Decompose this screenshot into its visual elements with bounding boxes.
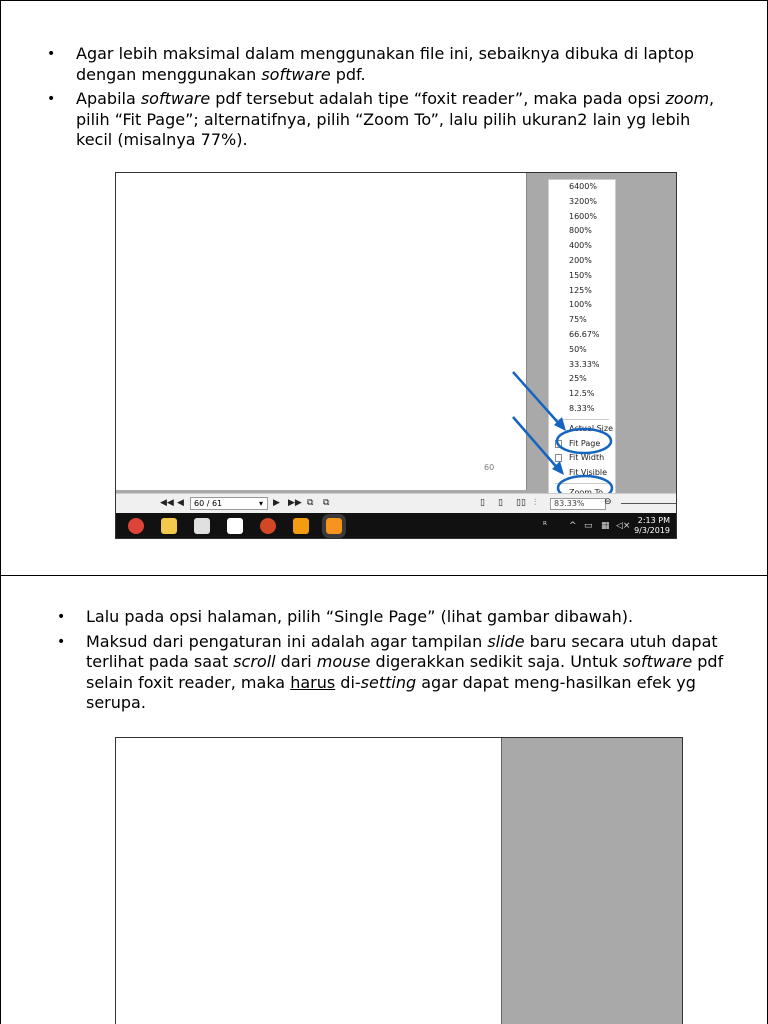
bullet-text: pdf selain foxit reader, maka bbox=[86, 652, 724, 692]
zoom-option[interactable]: 400% bbox=[569, 241, 592, 251]
page-number-field[interactable] bbox=[190, 497, 268, 510]
bullet-text: Lalu pada opsi halaman, pilih “Single Page” (lihat gambar dibawah). bbox=[86, 607, 634, 626]
clock-date: 9/3/2019 bbox=[634, 526, 670, 535]
clock-time: 2:13 PM bbox=[637, 516, 670, 525]
zoom-option[interactable]: 6400% bbox=[569, 182, 597, 191]
page-field-value: 60 / 61 bbox=[194, 499, 223, 508]
battery-icon[interactable]: ▭ bbox=[584, 521, 593, 531]
copy-page-icon[interactable]: ⧉ bbox=[307, 498, 314, 508]
bullet-text: Maksud dari pengaturan ini adalah agar tampilan bbox=[86, 631, 488, 651]
zoom-option[interactable]: 66.67% bbox=[569, 329, 600, 339]
page-number: 60 bbox=[484, 463, 495, 472]
bullet-text: di- bbox=[335, 672, 361, 692]
presentation-app-icon[interactable] bbox=[293, 518, 309, 534]
chrome-icon[interactable] bbox=[128, 518, 144, 534]
arrow-zoom-to bbox=[513, 417, 560, 471]
windows-taskbar bbox=[116, 513, 676, 539]
bullet-dot: • bbox=[57, 633, 66, 650]
bullet-text: , pilih “Fit Page”; alternatifnya, pilih “Zoom To”, lalu pilih ukuran2 lain yg lebih kecil (misalnya 77%). bbox=[76, 89, 715, 149]
store-icon[interactable] bbox=[194, 518, 210, 534]
zoom-option[interactable]: 3200% bbox=[569, 196, 597, 206]
bullet-text-italic: software bbox=[261, 64, 331, 84]
zoom-action-label: Fit Visible bbox=[569, 468, 608, 478]
zoom-option[interactable]: 8.33% bbox=[569, 403, 595, 413]
bullet-dot: • bbox=[57, 609, 66, 625]
zoom-action-label: Actual Size bbox=[569, 423, 614, 433]
bullet-text-italic: setting bbox=[360, 672, 417, 692]
bullet-item bbox=[45, 89, 725, 151]
bullet-item bbox=[55, 632, 725, 714]
file-explorer-icon[interactable] bbox=[161, 518, 177, 534]
single-page-icon[interactable]: ▯ bbox=[480, 498, 485, 508]
bullet-text: pdf. bbox=[330, 64, 366, 84]
zoom-option[interactable]: 12.5% bbox=[569, 389, 595, 399]
bullet-text: digerakkan sedikit saja. Untuk bbox=[370, 652, 623, 671]
zoom-option[interactable]: 33.33% bbox=[569, 359, 600, 369]
zoom-option[interactable]: 800% bbox=[569, 226, 592, 236]
people-icon[interactable]: ᴿ bbox=[543, 521, 547, 531]
prev-page-icon[interactable]: ◀ bbox=[177, 498, 184, 508]
bullet-text-underlined: harus bbox=[290, 672, 336, 692]
bullet-text-italic: slide bbox=[487, 631, 525, 651]
arrow-fit-page bbox=[513, 372, 562, 427]
continuous-facing-icon[interactable]: ⫶ bbox=[534, 498, 537, 508]
powerpoint-icon[interactable] bbox=[260, 518, 276, 534]
zoom-option[interactable]: 25% bbox=[569, 374, 587, 384]
zoom-option[interactable]: 200% bbox=[569, 255, 592, 265]
zoom-option[interactable]: 1600% bbox=[569, 211, 597, 221]
bullet-text-italic: scroll bbox=[233, 652, 276, 671]
next-page-icon[interactable]: ▶ bbox=[273, 498, 280, 508]
highlight-circle-fit-page bbox=[557, 429, 611, 453]
facing-page-icon[interactable]: ▯▯ bbox=[516, 498, 526, 508]
slide-2 bbox=[0, 576, 768, 1024]
zoom-option[interactable]: 125% bbox=[569, 285, 592, 295]
pdf-page-area bbox=[116, 738, 502, 1024]
bullet-item bbox=[55, 607, 725, 628]
bullet-text-italic: zoom bbox=[665, 89, 710, 108]
chevron-up-icon[interactable]: ^ bbox=[569, 521, 577, 531]
chevron-down-icon: ▾ bbox=[258, 499, 263, 508]
foxit-reader-icon[interactable] bbox=[326, 518, 342, 534]
zoom-field[interactable] bbox=[550, 498, 606, 510]
zoom-out-icon[interactable]: ⊖ bbox=[604, 497, 612, 507]
bullet-item bbox=[45, 44, 725, 85]
zoom-option[interactable]: 50% bbox=[569, 344, 587, 354]
zoom-option[interactable]: 100% bbox=[569, 300, 592, 310]
bullet-text-italic: software bbox=[140, 89, 211, 108]
bullet-dot: • bbox=[47, 91, 56, 107]
last-page-icon[interactable]: ▶▶ bbox=[288, 498, 302, 508]
zoom-field-value: 83.33% bbox=[554, 499, 585, 508]
continuous-page-icon[interactable]: ▯ bbox=[498, 498, 503, 508]
bullet-text: Agar lebih maksimal dalam menggunakan file ini, sebaiknya dibuka di laptop dengan menggunakan bbox=[76, 44, 695, 84]
bullet-list bbox=[45, 44, 725, 155]
bullet-text: baru secara utuh dapat terlihat pada saat bbox=[86, 631, 718, 671]
foxit-screenshot bbox=[115, 172, 677, 539]
bullet-list bbox=[55, 607, 725, 718]
paste-page-icon[interactable]: ⧉ bbox=[323, 498, 330, 508]
first-page-icon[interactable]: ◀◀ bbox=[160, 498, 174, 508]
zoom-action-label: Fit Width bbox=[569, 453, 605, 463]
zoom-option[interactable]: 75% bbox=[569, 315, 587, 325]
bullet-text: pdf tersebut adalah tipe “foxit reader”, maka pada opsi bbox=[210, 89, 666, 108]
mail-icon[interactable] bbox=[227, 518, 243, 534]
bottom-toolbar bbox=[116, 493, 676, 513]
bullet-text: dari bbox=[275, 652, 317, 671]
annotation-overlay bbox=[116, 173, 677, 539]
bullet-dot: • bbox=[47, 46, 56, 62]
single-page-screenshot bbox=[115, 737, 683, 1024]
zoom-slider[interactable] bbox=[621, 503, 676, 504]
bullet-text-italic: software bbox=[622, 652, 693, 671]
volume-muted-icon[interactable]: ◁× bbox=[616, 521, 631, 531]
network-icon[interactable]: ▦ bbox=[601, 521, 610, 531]
zoom-action-label: Fit Page bbox=[569, 438, 601, 448]
bullet-text-italic: mouse bbox=[316, 652, 371, 671]
clock[interactable] bbox=[634, 516, 670, 536]
zoom-option[interactable]: 150% bbox=[569, 270, 592, 280]
bullet-text: Apabila bbox=[76, 89, 141, 108]
bullet-text: agar dapat meng-hasilkan efek yg serupa. bbox=[86, 672, 696, 712]
